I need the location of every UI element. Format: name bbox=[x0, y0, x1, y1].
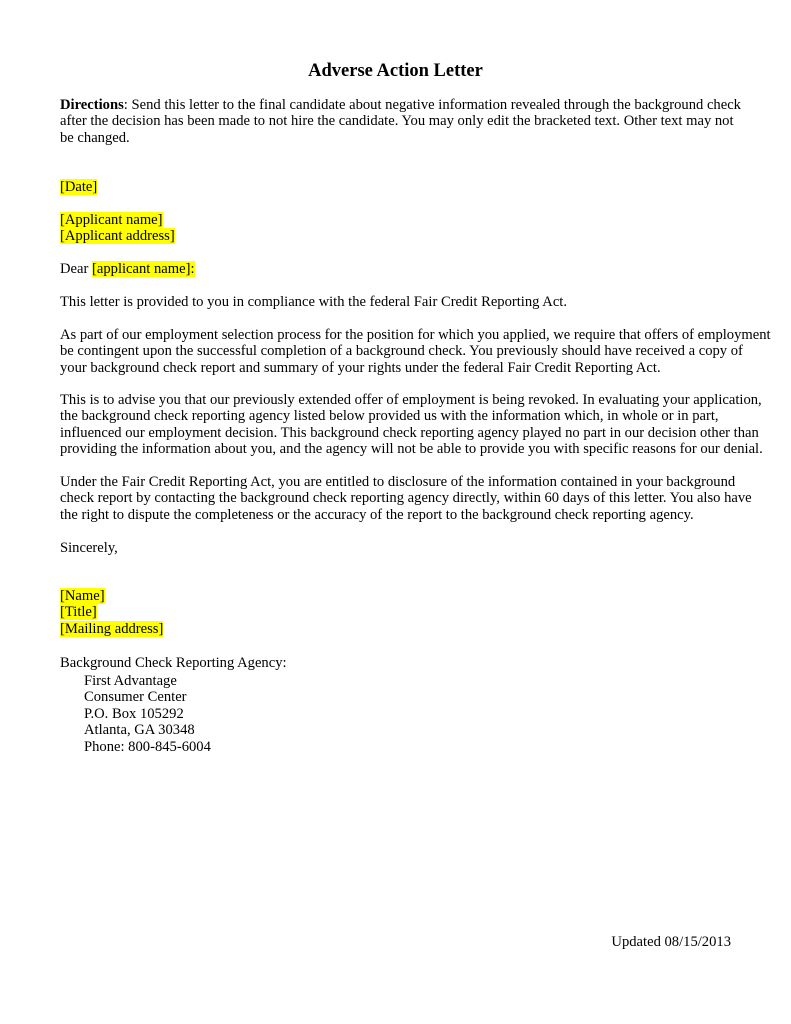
directions-paragraph bbox=[60, 97, 740, 146]
directions-label: Directions bbox=[60, 97, 124, 113]
paragraph-4 bbox=[60, 474, 752, 523]
applicant-address-placeholder[interactable]: [Applicant address] bbox=[60, 228, 175, 245]
paragraph-4-line: the right to dispute the completeness or the accuracy of the report to the background check reporting agency. bbox=[60, 506, 694, 523]
agency-po-box: P.O. Box 105292 bbox=[84, 705, 184, 722]
agency-department: Consumer Center bbox=[84, 689, 187, 706]
applicant-name-placeholder[interactable]: [Applicant name] bbox=[60, 212, 163, 228]
signature-block bbox=[60, 588, 740, 637]
page-title: Adverse Action Letter bbox=[308, 61, 483, 81]
paragraph-2 bbox=[60, 327, 771, 376]
directions-line-1-text: : Send this letter to the final candidate about negative information revealed through the background check bbox=[123, 97, 741, 113]
salutation bbox=[60, 261, 740, 277]
paragraph-2-line: your background check report and summary of your rights under the federal Fair Credit Reporting Act. bbox=[60, 359, 661, 376]
paragraph-4-line: Under the Fair Credit Reporting Act, you are entitled to disclosure of the information contained in your background bbox=[60, 474, 736, 490]
paragraph-3-line: This is to advise you that our previously extended offer of employment is being revoked. In evaluating your application, bbox=[60, 392, 762, 408]
paragraph-2-line: As part of our employment selection process for the position for which you applied, we require that offers of employment bbox=[60, 327, 771, 343]
date-block bbox=[60, 179, 740, 195]
updated-date: Updated 08/15/2013 bbox=[611, 934, 731, 950]
paragraph-3-line: influenced our employment decision. This background check reporting agency played no part in our decision other than bbox=[60, 424, 759, 441]
agency-phone: Phone: 800-845-6004 bbox=[84, 738, 211, 755]
signer-name-placeholder[interactable]: [Name] bbox=[60, 588, 105, 604]
paragraph-1 bbox=[60, 294, 740, 310]
applicant-block bbox=[60, 212, 740, 245]
agency-city-state-zip: Atlanta, GA 30348 bbox=[84, 722, 195, 739]
signer-title-placeholder[interactable]: [Title] bbox=[60, 604, 97, 621]
directions-line-3: be changed. bbox=[60, 129, 130, 146]
salutation-name-placeholder[interactable]: [applicant name]: bbox=[92, 261, 195, 277]
paragraph-2-line: be contingent upon the successful completion of a background check. You previously should have received a copy of bbox=[60, 343, 743, 360]
paragraph-3-line: providing the information about you, and the agency will not be able to provide you with specific reasons for our denial. bbox=[60, 441, 763, 458]
closing: Sincerely, bbox=[60, 540, 118, 556]
paragraph-3 bbox=[60, 392, 763, 458]
paragraph-3-line: the background check reporting agency listed below provided us with the information which, in whole or in part, bbox=[60, 408, 719, 425]
directions-line-2: after the decision has been made to not hire the candidate. You may only edit the bracketed text. Other text may not bbox=[60, 113, 734, 130]
salutation-prefix: Dear bbox=[60, 261, 93, 277]
agency-label: Background Check Reporting Agency: bbox=[60, 655, 287, 671]
date-placeholder[interactable]: [Date] bbox=[60, 179, 98, 195]
paragraph-4-line: check report by contacting the background check reporting agency directly, within 60 days of this letter. You also have bbox=[60, 490, 752, 507]
directions-line-1 bbox=[60, 97, 740, 113]
agency-name: First Advantage bbox=[84, 673, 177, 689]
paragraph-1-line: This letter is provided to you in compliance with the federal Fair Credit Reporting Act. bbox=[60, 294, 568, 310]
agency-address bbox=[84, 673, 211, 755]
mailing-address-placeholder[interactable]: [Mailing address] bbox=[60, 620, 164, 637]
